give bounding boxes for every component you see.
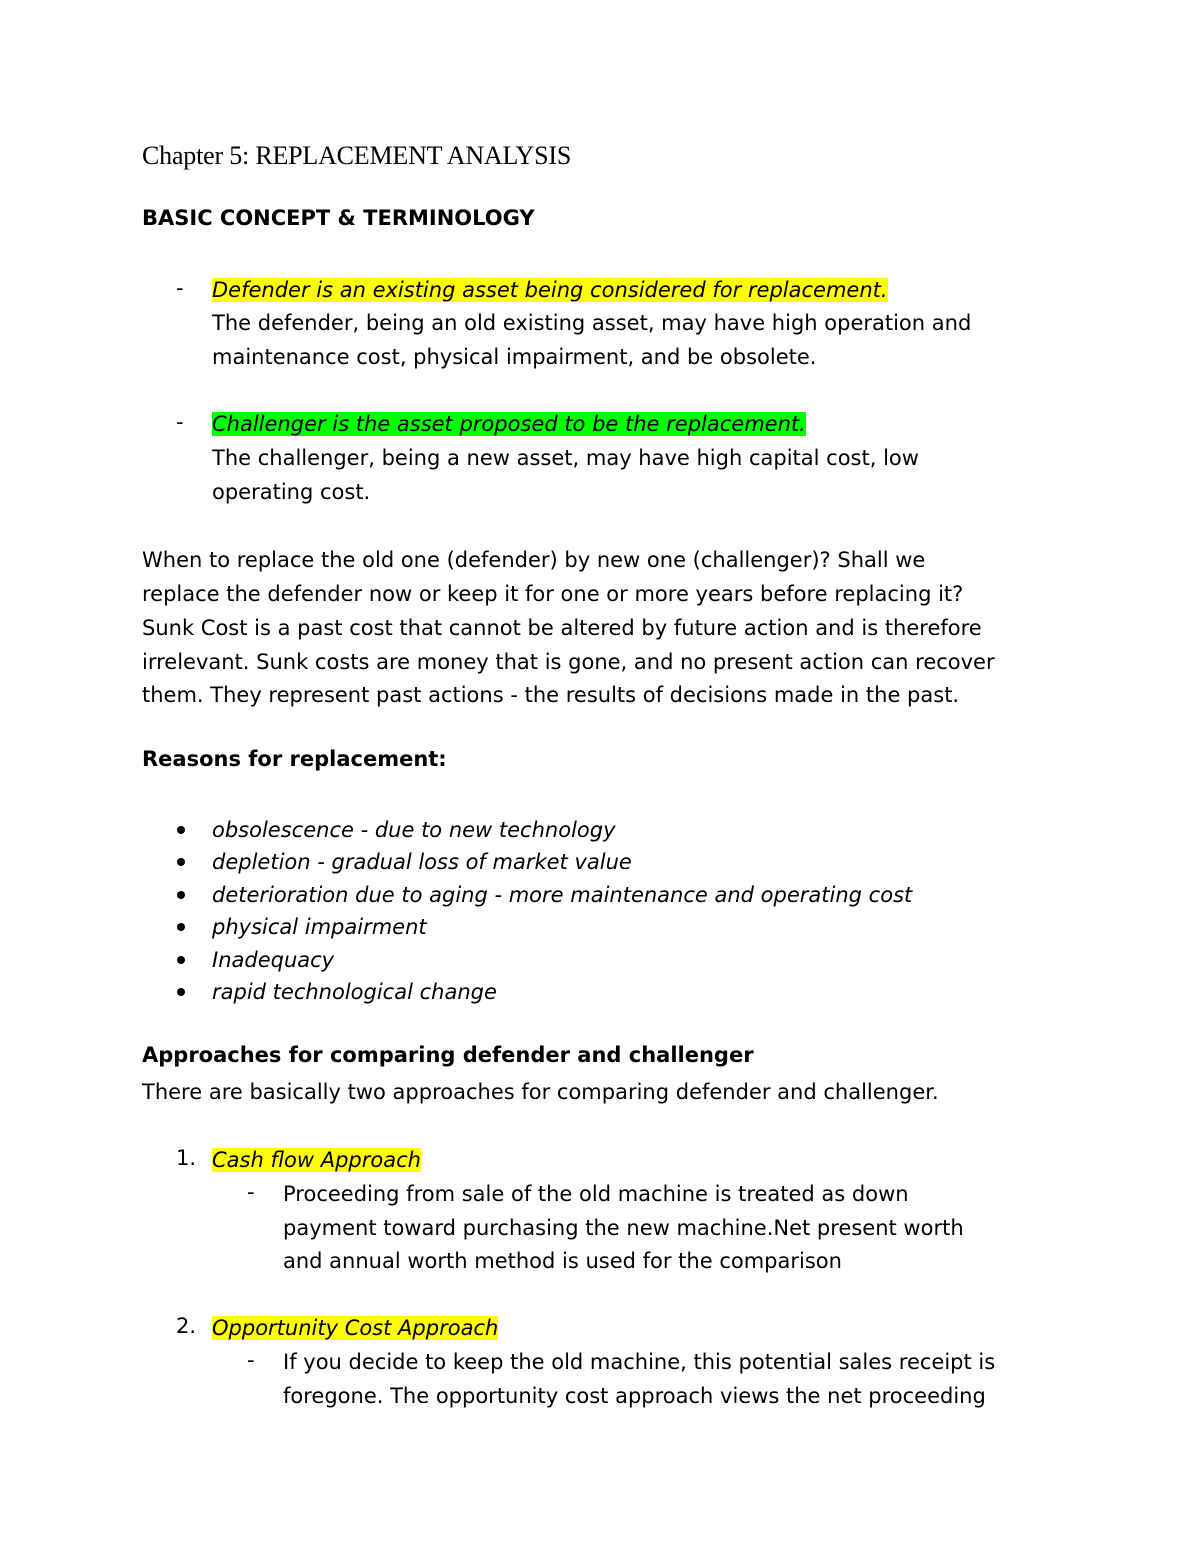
approach-dash: -	[247, 1180, 255, 1204]
approach-text-line: If you decide to keep the old machine, this potential sales receipt is	[283, 1350, 996, 1374]
reason-item: physical impairment	[212, 915, 427, 939]
section-heading-basic-concept: BASIC CONCEPT & TERMINOLOGY	[142, 206, 535, 230]
reasons-heading: Reasons for replacement:	[142, 747, 447, 771]
approach-text-line: Proceeding from sale of the old machine is treated as down	[283, 1182, 909, 1206]
bullet-icon	[177, 923, 185, 931]
approach-dash: -	[247, 1348, 255, 1372]
challenger-dash: -	[176, 410, 184, 434]
challenger-definition	[212, 407, 806, 441]
challenger-highlight: Challenger is the asset proposed to be the replacement.	[212, 412, 806, 436]
paragraph-line: When to replace the old one (defender) by new one (challenger)? Shall we	[142, 548, 926, 572]
bullet-icon	[177, 891, 185, 899]
paragraph-line: Sunk Cost is a past cost that cannot be altered by future action and is therefore	[142, 616, 982, 640]
approaches-heading: Approaches for comparing defender and challenger	[142, 1043, 754, 1067]
paragraph-line: irrelevant. Sunk costs are money that is gone, and no present action can recover	[142, 650, 995, 674]
approaches-intro: There are basically two approaches for comparing defender and challenger.	[142, 1080, 939, 1104]
approach-title	[212, 1143, 421, 1177]
bullet-icon	[177, 858, 185, 866]
bullet-icon	[177, 826, 185, 834]
reason-item: obsolescence - due to new technology	[212, 818, 616, 842]
challenger-text-line: operating cost.	[212, 480, 371, 504]
approach-title	[212, 1311, 498, 1345]
reason-item: rapid technological change	[212, 980, 497, 1004]
approach-title-highlight: Cash flow Approach	[212, 1148, 421, 1172]
approach-text-line: payment toward purchasing the new machine.Net present worth	[283, 1216, 964, 1240]
defender-highlight: Defender is an existing asset being considered for replacement.	[212, 278, 888, 302]
challenger-text-line: The challenger, being a new asset, may have high capital cost, low	[212, 446, 919, 470]
reason-item: Inadequacy	[212, 948, 335, 972]
reason-item: depletion - gradual loss of market value	[212, 850, 632, 874]
approach-text-line: foregone. The opportunity cost approach views the net proceeding	[283, 1384, 986, 1408]
defender-text-line: The defender, being an old existing asset, may have high operation and	[212, 311, 972, 335]
paragraph-line: them. They represent past actions - the results of decisions made in the past.	[142, 683, 960, 707]
paragraph-line: replace the defender now or keep it for one or more years before replacing it?	[142, 582, 964, 606]
approach-number: 1.	[176, 1146, 197, 1170]
bullet-icon	[177, 988, 185, 996]
approach-title-highlight: Opportunity Cost Approach	[212, 1316, 499, 1340]
approach-text-line: and annual worth method is used for the comparison	[283, 1249, 842, 1273]
reason-item: deterioration due to aging - more maintenance and operating cost	[212, 883, 913, 907]
bullet-icon	[177, 956, 185, 964]
chapter-title: Chapter 5: REPLACEMENT ANALYSIS	[142, 141, 572, 170]
approach-number: 2.	[176, 1314, 197, 1338]
defender-text-line: maintenance cost, physical impairment, and be obsolete.	[212, 345, 817, 369]
defender-definition	[212, 273, 888, 307]
defender-dash: -	[176, 276, 184, 300]
